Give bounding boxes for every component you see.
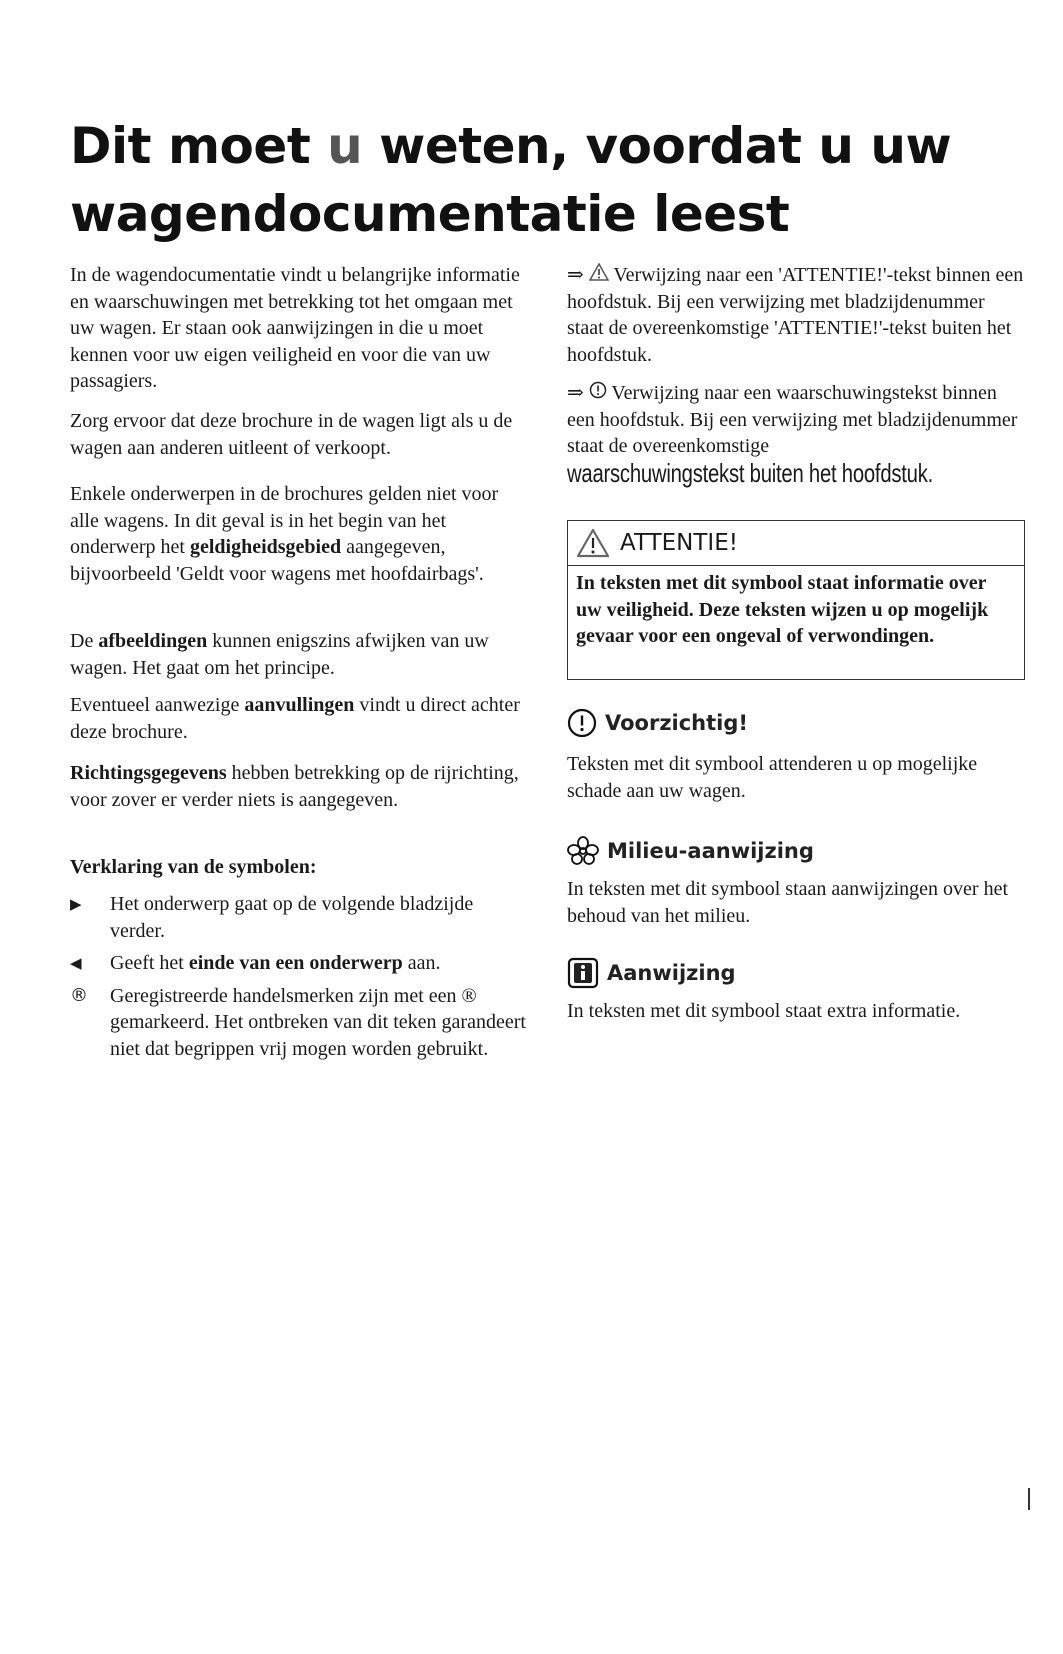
brochure-paragraph: Zorg ervoor dat deze brochure in de wagen ligt als u de wagen aan anderen uitleent of verkoopt. [70,410,513,459]
text: kunnen enigszins afwijken van uw wagen. Het gaat om het principe. [70,630,489,679]
triangle-right-icon: ▶ [70,895,82,913]
list-item [70,891,532,944]
attention-header [568,521,1024,566]
text: Eventueel aanwezige [70,694,245,716]
exclamation-circle-icon [567,708,597,738]
caution-heading [567,708,1025,738]
title-text: Dit moet [70,117,328,175]
attention-reference [567,262,1025,368]
direction-paragraph [70,760,532,813]
symbols-list [70,891,532,1063]
page-title [70,112,1030,248]
text: Enkele onderwerpen in de brochures gelden niet voor alle wagens. In dit geval is in het begin van het onderwerp het [70,483,499,559]
caution-title: Voorzichtig! [605,710,748,735]
list-item-text: Het onderwerp gaat op de volgende bladzijde verder. [110,893,474,942]
text: hebben betrekking op de rijrichting, voor zover er verder niets is aangegeven. [70,762,519,811]
exclamation-circle-icon [589,381,607,399]
symbols-heading: Verklaring van de symbolen: [70,856,317,878]
bold-term: geldigheidsgebied [189,536,342,559]
triangle-left-icon: ◀ [70,954,82,973]
text: aan. [402,952,441,975]
caution-body: Teksten met dit symbool attenderen u op mogelijke schade aan uw wagen. [567,753,978,802]
warning-triangle-icon [576,528,610,558]
warning-triangle-icon [589,263,609,281]
title-line-2: wagendocumentatie leest [70,185,790,243]
arrow-icon: ⇒ [567,382,584,404]
intro-paragraph: In de wagendocumentatie vindt u belangrijke informatie en waarschuwingen met betrekking tot het omgaan met uw wagen. Er staan ook aanwijzingen in die u moet kennen voor uw eigen veiligheid en voor die van uw passagiers. [70,264,520,393]
reference-text-end: waarschuwingstekst buiten het hoofdstuk. [567,457,934,488]
text: De [70,630,99,652]
supplements-paragraph [70,692,532,745]
reference-text: Verwijzing naar een waarschuwingstekst binnen een hoofdstuk. Bij een verwijzing met bladzijdenummer staat de overeenkomstige [567,382,1018,458]
arrow-icon: ⇒ [567,264,584,286]
title-text: u [818,117,854,175]
list-item-text: Geregistreerde handelsmerken zijn met een ® gemarkeerd. Het ontbreken van dit teken garandeert niet dat begrippen vrij mogen worden gebruikt. [110,984,526,1060]
page-edge-mark [1028,1488,1030,1510]
environment-body: In teksten met dit symbool staan aanwijzingen over het behoud van het milieu. [567,878,1008,927]
note-heading [567,957,1025,989]
attention-box [567,520,1025,680]
text: Geeft het [110,952,189,975]
text: vindt u direct achter deze brochure. [70,694,520,743]
reference-text: Verwijzing naar een 'ATTENTIE!'-tekst binnen een hoofdstuk. Bij een verwijzing met bladzijdenummer staat de overeenkomstige 'ATTENTIE!'-tekst buiten het hoofdstuk. [567,264,1024,366]
bold-term: afbeeldingen [98,630,208,652]
list-item [70,950,532,977]
text: aangegeven, bijvoorbeeld 'Geldt voor wagens met hoofdairbags'. [70,536,484,585]
flower-icon [567,836,599,866]
title-text: weten, voordat [362,117,819,175]
info-icon [567,957,599,989]
attention-title: ATTENTIE! [620,529,738,556]
note-title: Aanwijzing [607,960,736,985]
bold-term: einde van een onderwerp [188,952,403,975]
bold-term: aanvullingen [244,694,355,716]
registered-icon: ® [70,984,88,1006]
validity-paragraph [70,481,532,587]
environment-heading [567,836,1025,866]
note-body: In teksten met dit symbool staat extra informatie. [567,1000,961,1022]
bold-term: Richtingsgegevens [70,762,227,784]
warning-reference [567,380,1025,489]
title-text: uw [853,117,952,175]
attention-body: In teksten met dit symbool staat informatie over uw veiligheid. Deze teksten wijzen u op mogelijk gevaar voor een ongeval of verwondingen. [576,572,989,648]
environment-title: Milieu-aanwijzing [607,838,814,863]
images-paragraph [70,628,532,681]
list-item [70,983,532,1063]
title-text: u [327,117,363,175]
